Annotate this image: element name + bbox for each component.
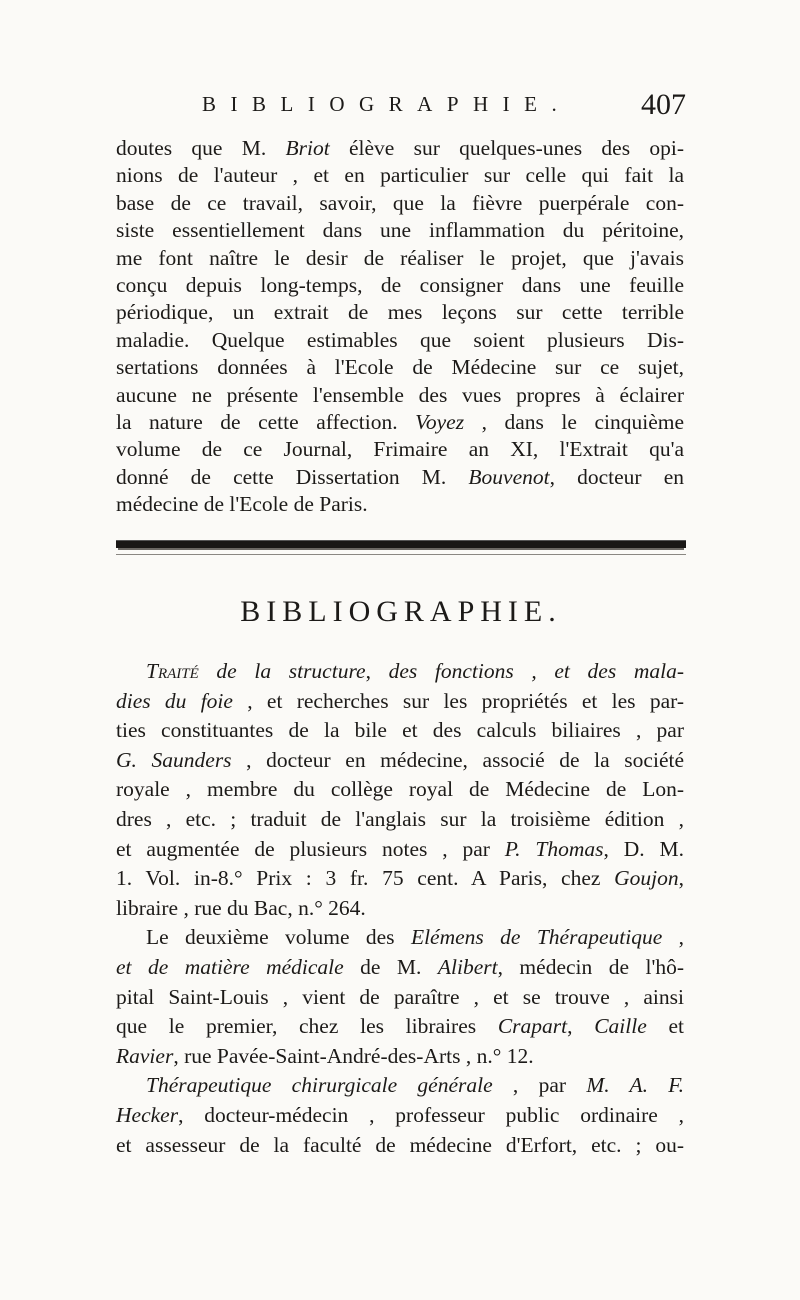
punct: ,	[567, 1014, 595, 1039]
author-name: M. A. F.	[586, 1073, 684, 1098]
publisher-name: Caille	[594, 1014, 647, 1039]
italic-name: Voyez	[415, 409, 465, 434]
intro-text: volume de ce Journal, Frimaire an XI, l'Extrait qu'a	[116, 437, 684, 462]
entry-3-line: et assesseur de la faculté de médecine d'Erfort, etc. ; ou-	[116, 1132, 684, 1157]
intro-text: , dans le cinquième	[464, 409, 685, 434]
entry-text: de M.	[343, 954, 438, 979]
entry-text: , docteur en médecine, associé de la société	[231, 747, 684, 772]
entry-text: et	[646, 1014, 684, 1039]
entry-title: Elémens de Thérapeutique	[410, 925, 663, 950]
entry-title: Thérapeutique chirurgicale générale	[146, 1073, 493, 1098]
entry-1-line: dres , etc. ; traduit de l'anglais sur la troisième édition ,	[116, 806, 684, 831]
intro-text: élève sur quelques-unes des opi-	[329, 136, 684, 160]
section-divider-thin	[116, 554, 686, 555]
author-name: G. Saunders	[116, 747, 232, 772]
intro-text: siste essentiellement dans une inflammation du péritoine,	[116, 218, 684, 243]
entry-title: des fonctions	[388, 659, 514, 683]
entry-text: , et recherches sur les propriétés et les par-	[232, 688, 685, 713]
entry-1-line	[116, 835, 684, 865]
entry-1-line: ties constituantes de la bile et des calculs biliaires , par	[116, 718, 684, 743]
running-title: BIBLIOGRAPHIE.	[202, 92, 572, 116]
italic-name: Briot	[285, 136, 330, 160]
intro-line	[116, 354, 684, 381]
intro-text: maladie. Quelque estimables que soient plusieurs Dis-	[116, 327, 684, 352]
section-divider	[116, 540, 686, 548]
intro-text: donné de cette Dissertation M.	[116, 464, 469, 489]
publisher-name: Ravier	[116, 1043, 174, 1068]
intro-text: doutes que M.	[116, 136, 286, 160]
entry-1-line	[116, 746, 684, 776]
entry-text: , par	[492, 1073, 587, 1098]
intro-text: nions de l'auteur , et en particulier sur celle qui fait la	[116, 163, 684, 188]
bibliography-list	[116, 657, 684, 1160]
intro-paragraph	[116, 135, 684, 518]
intro-line	[116, 245, 684, 272]
intro-line	[116, 299, 684, 326]
intro-text: conçu depuis long-temps, de consigner dans une feuille	[116, 272, 684, 297]
entry-1-line: libraire , rue du Bac, n.° 264.	[116, 895, 366, 920]
entry-3-line	[116, 1071, 684, 1101]
publisher-name: Crapart	[497, 1014, 568, 1039]
entry-text: que le premier, chez les libraires	[116, 1014, 498, 1039]
intro-line	[116, 409, 684, 436]
intro-text: sertations données à l'Ecole de Médecine sur ce sujet,	[116, 355, 684, 380]
entry-3-line	[116, 1101, 684, 1131]
entry-text: , médecin de l'hô-	[497, 954, 684, 979]
entry-text: , rue Pavée-Saint-André-des-Arts , n.° 12.	[173, 1043, 534, 1068]
entry-2-line	[116, 953, 684, 983]
entry-1-line	[116, 687, 684, 717]
intro-line	[116, 135, 684, 162]
punct: ,	[678, 866, 684, 891]
entry-2-line	[116, 923, 684, 953]
intro-text: me font naître le desir de réaliser le projet, que j'avais	[116, 245, 684, 270]
translator-name: P. Thomas	[504, 836, 604, 861]
intro-line	[116, 327, 684, 354]
author-name: Alibert	[437, 954, 498, 979]
entry-text: Le deuxième volume des	[146, 925, 411, 950]
intro-text: base de ce travail, savoir, que la fièvre puerpérale con-	[116, 190, 684, 215]
entry-1-line	[116, 864, 684, 894]
intro-line	[116, 190, 684, 217]
publisher-name: Goujon	[614, 866, 679, 891]
intro-line	[116, 382, 684, 409]
intro-line	[116, 464, 684, 491]
entry-1-line	[116, 657, 684, 687]
entry-title-lead: Traité	[146, 659, 199, 683]
entry-text: , docteur-médecin , professeur public ordinaire ,	[178, 1102, 684, 1127]
entry-title: de la structure	[198, 659, 366, 683]
entry-1-line: royale , membre du collège royal de Médecine de Lon-	[116, 777, 684, 802]
author-name: Hecker	[116, 1102, 179, 1127]
punct: ,	[365, 659, 389, 683]
intro-line	[116, 491, 684, 518]
entry-2-line: pital Saint-Louis , vient de paraître , et se trouve , ainsi	[116, 984, 684, 1009]
entry-title: et de matière médicale	[116, 954, 344, 979]
entry-text: et augmentée de plusieurs notes , par	[116, 836, 505, 861]
intro-text: périodique, un extrait de mes leçons sur cette terrible	[116, 300, 684, 325]
italic-name: Bouvenot	[468, 464, 550, 489]
entry-title: , et des mala-	[513, 659, 685, 683]
intro-text: aucune ne présente l'ensemble des vues propres à éclairer	[116, 382, 684, 407]
entry-text: 1. Vol. in-8.° Prix : 3 fr. 75 cent. A Paris, chez	[116, 866, 615, 891]
intro-text: médecine de l'Ecole de Paris.	[116, 492, 368, 517]
punct: ,	[662, 925, 684, 950]
entry-2-line	[116, 1042, 684, 1072]
entry-title: dies du foie	[116, 688, 233, 713]
intro-line	[116, 162, 684, 189]
intro-text: , docteur en	[549, 464, 684, 489]
intro-line	[116, 217, 684, 244]
page-number: 407	[641, 88, 686, 121]
intro-line	[116, 436, 684, 463]
entry-2-line	[116, 1012, 684, 1042]
section-title: BIBLIOGRAPHIE.	[240, 595, 562, 628]
entry-text: , D. M.	[603, 836, 684, 861]
intro-text: la nature de cette affection.	[116, 409, 416, 434]
intro-line	[116, 272, 684, 299]
running-head	[116, 90, 686, 134]
